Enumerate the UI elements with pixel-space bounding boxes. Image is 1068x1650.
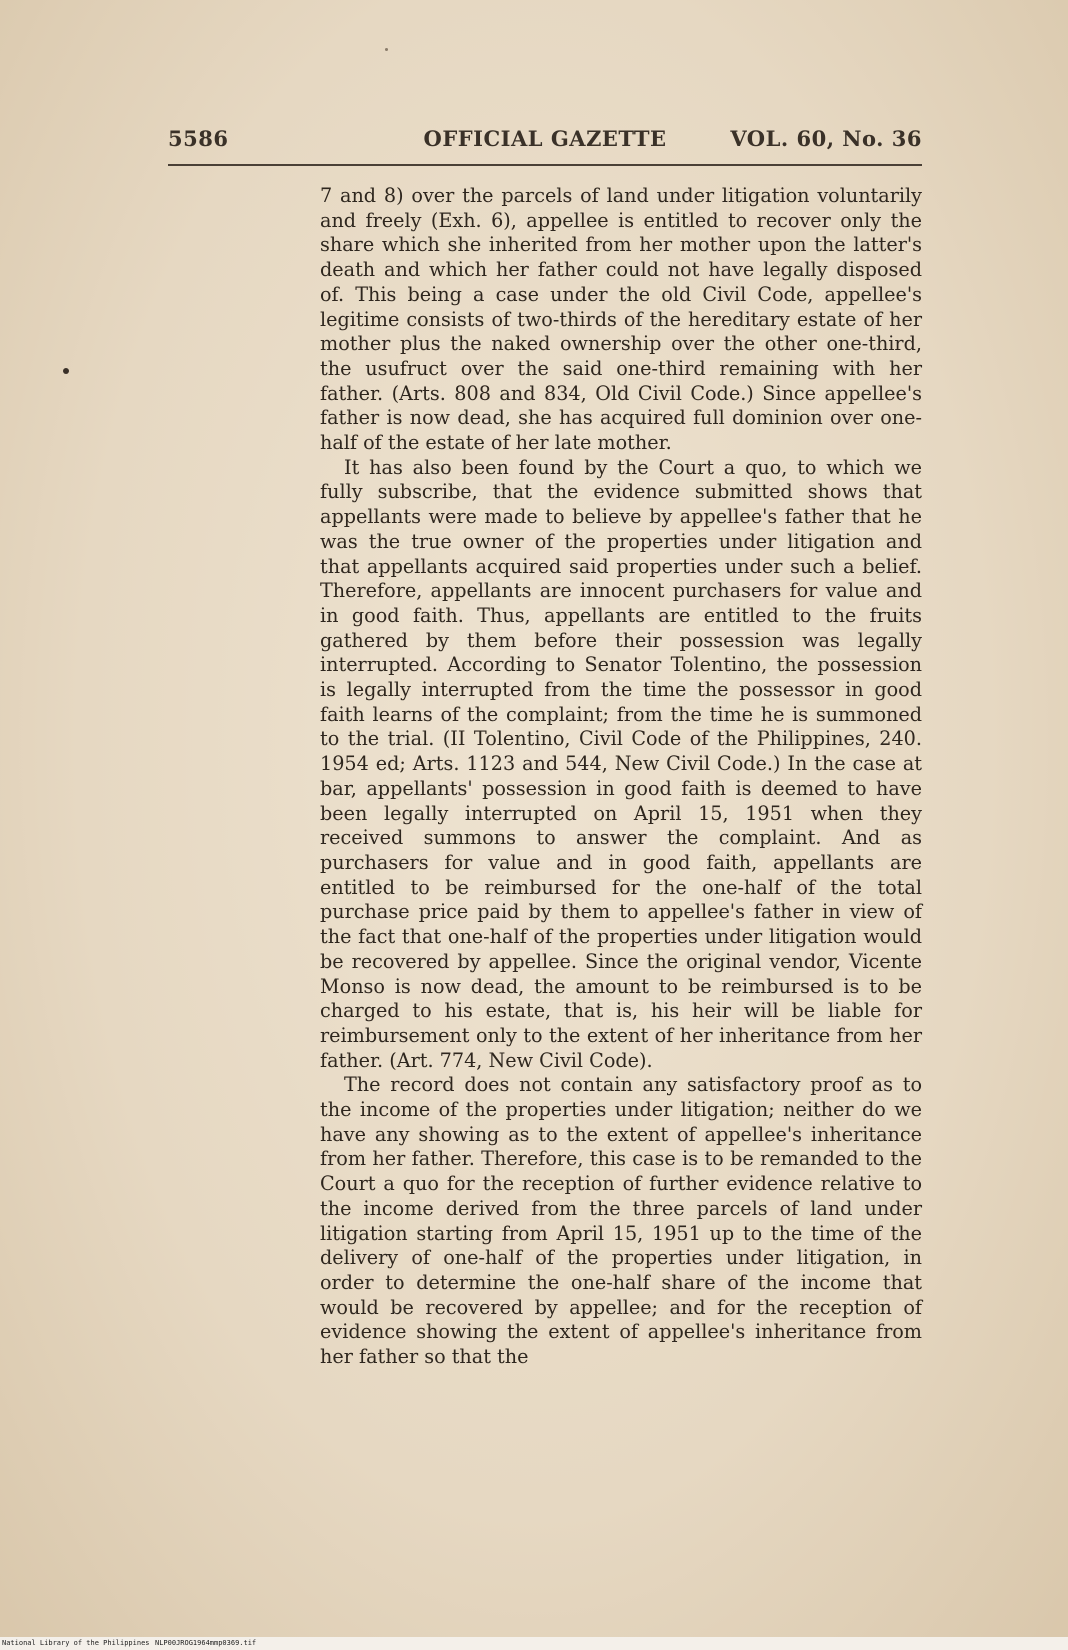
speck-mark	[385, 48, 388, 51]
paragraph: It has also been found by the Court a quo, to which we fully subscribe, that the evidence submitted shows that appellants were made to believe by appellee's father that he was the true owner of the properties under litigation and that appellants acquired said properties under such a belief. Therefore, appellants are innocent purchasers for value and in good faith. Thus, appellants are entitled to the fruits gathered by them before their possession was legally interrupted. According to Senator Tolentino, the possession is legally interrupted from the time the possessor in good faith learns of the complaint; from the time he is summoned to the trial. (II Tolentino, Civil Code of the Philippines, 240. 1954 ed; Arts. 1123 and 544, New Civil Code.) In the case at bar, appellants' possession in good faith is deemed to have been legally interrupted on April 15, 1951 when they received summons to answer the complaint. And as purchasers for value and in good faith, appellants are entitled to be reimbursed for the one-half of the total purchase price paid by them to appellee's father in view of the fact that one-half of the properties under litigation would be recovered by appellee. Since the original vendor, Vicente Monso is now dead, the amount to be reimbursed is to be charged to his estate, that is, his heir will be liable for reimbursement only to the extent of her inheritance from her father. (Art. 774, New Civil Code).	[320, 455, 922, 1072]
running-header	[168, 124, 922, 156]
paragraph: 7 and 8) over the parcels of land under litigation voluntarily and freely (Exh. 6), appellee is entitled to recover only the share which she inherited from her mother upon the latter's death and which her father could not have legally disposed of. This being a case under the old Civil Code, appellee's legitime consists of two-thirds of the hereditary estate of her mother plus the naked ownership over the other one-third, the usufruct over the said one-third remaining with her father. (Arts. 808 and 834, Old Civil Code.) Since appellee's father is now dead, she has acquired full dominion over one-half of the estate of her late mother.	[320, 184, 922, 455]
scan-footer	[0, 1637, 1068, 1650]
scan-filename: NLP00JROG1964mmp0369.tif	[155, 1639, 257, 1647]
volume-number: VOL. 60, No. 36	[730, 126, 922, 151]
library-credit: National Library of the Philippines	[2, 1639, 150, 1647]
page-number: 5586	[168, 126, 229, 151]
header-rule	[168, 164, 922, 166]
body-text	[320, 184, 922, 1370]
paragraph: The record does not contain any satisfactory proof as to the income of the properties under litigation; neither do we have any showing as to the extent of appellee's inheritance from her father. Therefore, this case is to be remanded to the Court a quo for the reception of further evidence relative to the income derived from the three parcels of land under litigation starting from April 15, 1951 up to the time of the delivery of one-half of the properties under litigation, in order to determine the one-half share of the income that would be recovered by appellee; and for the reception of evidence showing the extent of appellee's inheritance from her father so that the	[320, 1073, 922, 1369]
margin-dot	[63, 368, 69, 374]
publication-title: OFFICIAL GAZETTE	[423, 126, 667, 151]
